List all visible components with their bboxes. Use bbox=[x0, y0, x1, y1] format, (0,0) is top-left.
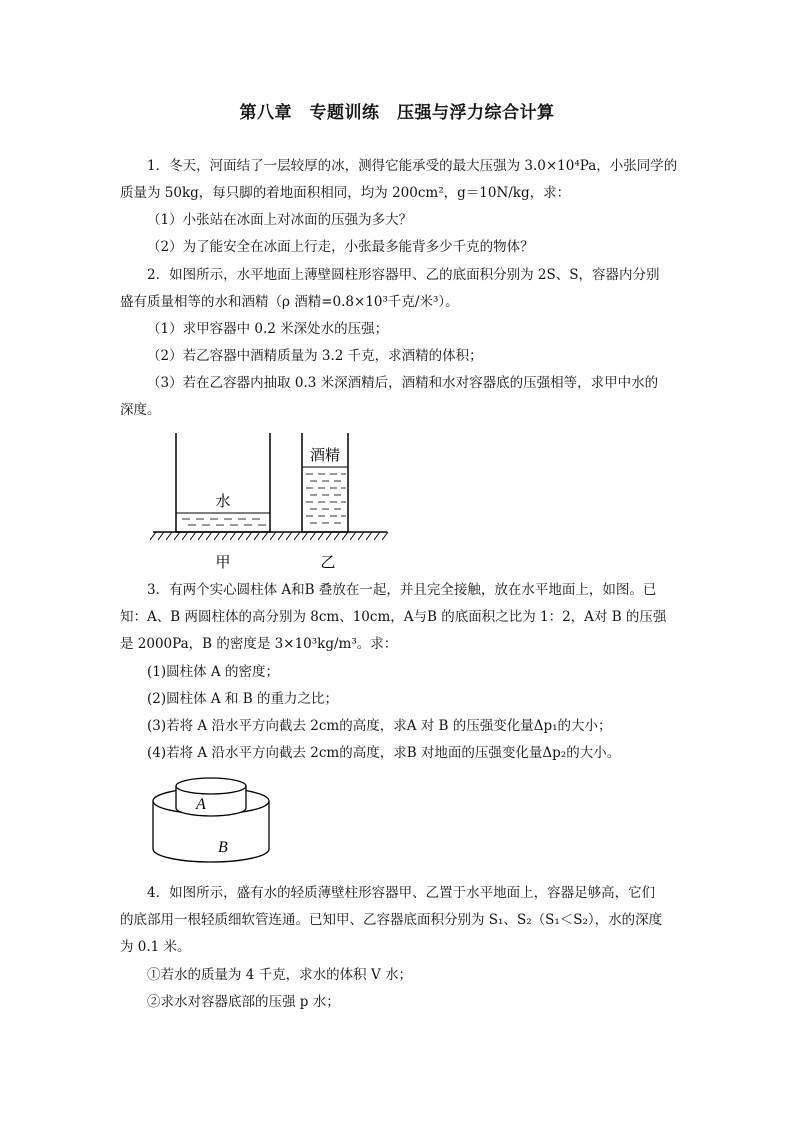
label-water: 水 bbox=[215, 492, 231, 510]
q2-sub-3a: （3）若在乙容器内抽取 0.3 米深酒精后，酒精和水对容器底的压强相等，求甲中水的 bbox=[147, 375, 659, 391]
label-jia: 甲 bbox=[215, 553, 231, 571]
label-a: A bbox=[196, 796, 206, 813]
q2-sub-1: （1）求甲容器中 0.2 米深处水的压强； bbox=[147, 321, 389, 337]
water-dashes bbox=[182, 519, 266, 525]
q3-sub-4: (4)若将 A 沿水平方向截去 2cm的高度，求B 对地面的压强变化量Δp₂的大小。 bbox=[147, 745, 621, 761]
label-alcohol: 酒精 bbox=[309, 446, 341, 464]
q3-sub-2: (2)圆柱体 A 和 B 的重力之比； bbox=[147, 691, 338, 707]
label-yi: 乙 bbox=[320, 553, 336, 571]
container-jia bbox=[176, 433, 270, 532]
q4-sub-2: ②求水对容器底部的压强 p 水； bbox=[147, 994, 340, 1010]
q1-line-2: 质量为 50kg，每只脚的着地面积相同，均为 200cm²，g＝10N/kg，求： bbox=[120, 185, 571, 201]
ground-hatching bbox=[150, 532, 388, 540]
q4-line-3: 为 0.1 米。 bbox=[120, 939, 191, 955]
q4-line-2: 的底部用一根轻质细软管连通。已知甲、乙容器底面积分别为 S₁、S₂（S₁＜S₂），水的深度 bbox=[120, 912, 663, 928]
q3-cylinders-figure bbox=[148, 775, 273, 867]
q4-line-1: 4．如图所示，盛有水的轻质薄壁柱形容器甲、乙置于水平地面上，容器足够高，它们 bbox=[147, 885, 656, 901]
q3-line-3: 是 2000Pa，B 的密度是 3×10³kg/m³。求： bbox=[120, 636, 398, 652]
q2-sub-2: （2）若乙容器中酒精质量为 3.2 千克，求酒精的体积； bbox=[147, 348, 483, 364]
q3-sub-1: (1)圆柱体 A 的密度； bbox=[147, 664, 279, 680]
page-title: 第八章 专题训练 压强与浮力综合计算 bbox=[239, 103, 555, 123]
q2-line-2: 盛有质量相等的水和酒精（ρ 酒精=0.8×10³千克/米³）。 bbox=[120, 294, 459, 310]
q1-sub-1: （1）小张站在冰面上对冰面的压强为多大？ bbox=[147, 212, 413, 228]
q2-sub-3b: 深度。 bbox=[120, 402, 161, 418]
q3-line-2: 知：A、B 两圆柱体的高分别为 8cm、10cm，A与B 的底面积之比为 1：2，A对 B 的压强 bbox=[120, 609, 667, 625]
label-b: B bbox=[218, 839, 228, 856]
q1-line-1: 1．冬天，河面结了一层较厚的冰，测得它能承受的最大压强为 3.0×10⁴Pa，小张同学的 bbox=[147, 158, 678, 174]
q3-line-1: 3．有两个实心圆柱体 A和B 叠放在一起，并且完全接触，放在水平地面上，如图。已 bbox=[147, 582, 657, 598]
q2-line-1: 2．如图所示，水平地面上薄壁圆柱形容器甲、乙的底面积分别为 2S、S，容器内分别 bbox=[147, 267, 660, 283]
alcohol-dashes bbox=[306, 474, 346, 523]
q2-containers-figure bbox=[150, 430, 390, 575]
cylinder-a-top bbox=[176, 778, 246, 794]
q3-sub-3: (3)若将 A 沿水平方向截去 2cm的高度，求A 对 B 的压强变化量Δp₁的大小； bbox=[147, 718, 612, 734]
q4-sub-1: ①若水的质量为 4 千克，求水的体积 V 水； bbox=[147, 967, 413, 983]
q1-sub-2: （2）为了能安全在冰面上行走，小张最多能背多少千克的物体？ bbox=[147, 239, 534, 255]
